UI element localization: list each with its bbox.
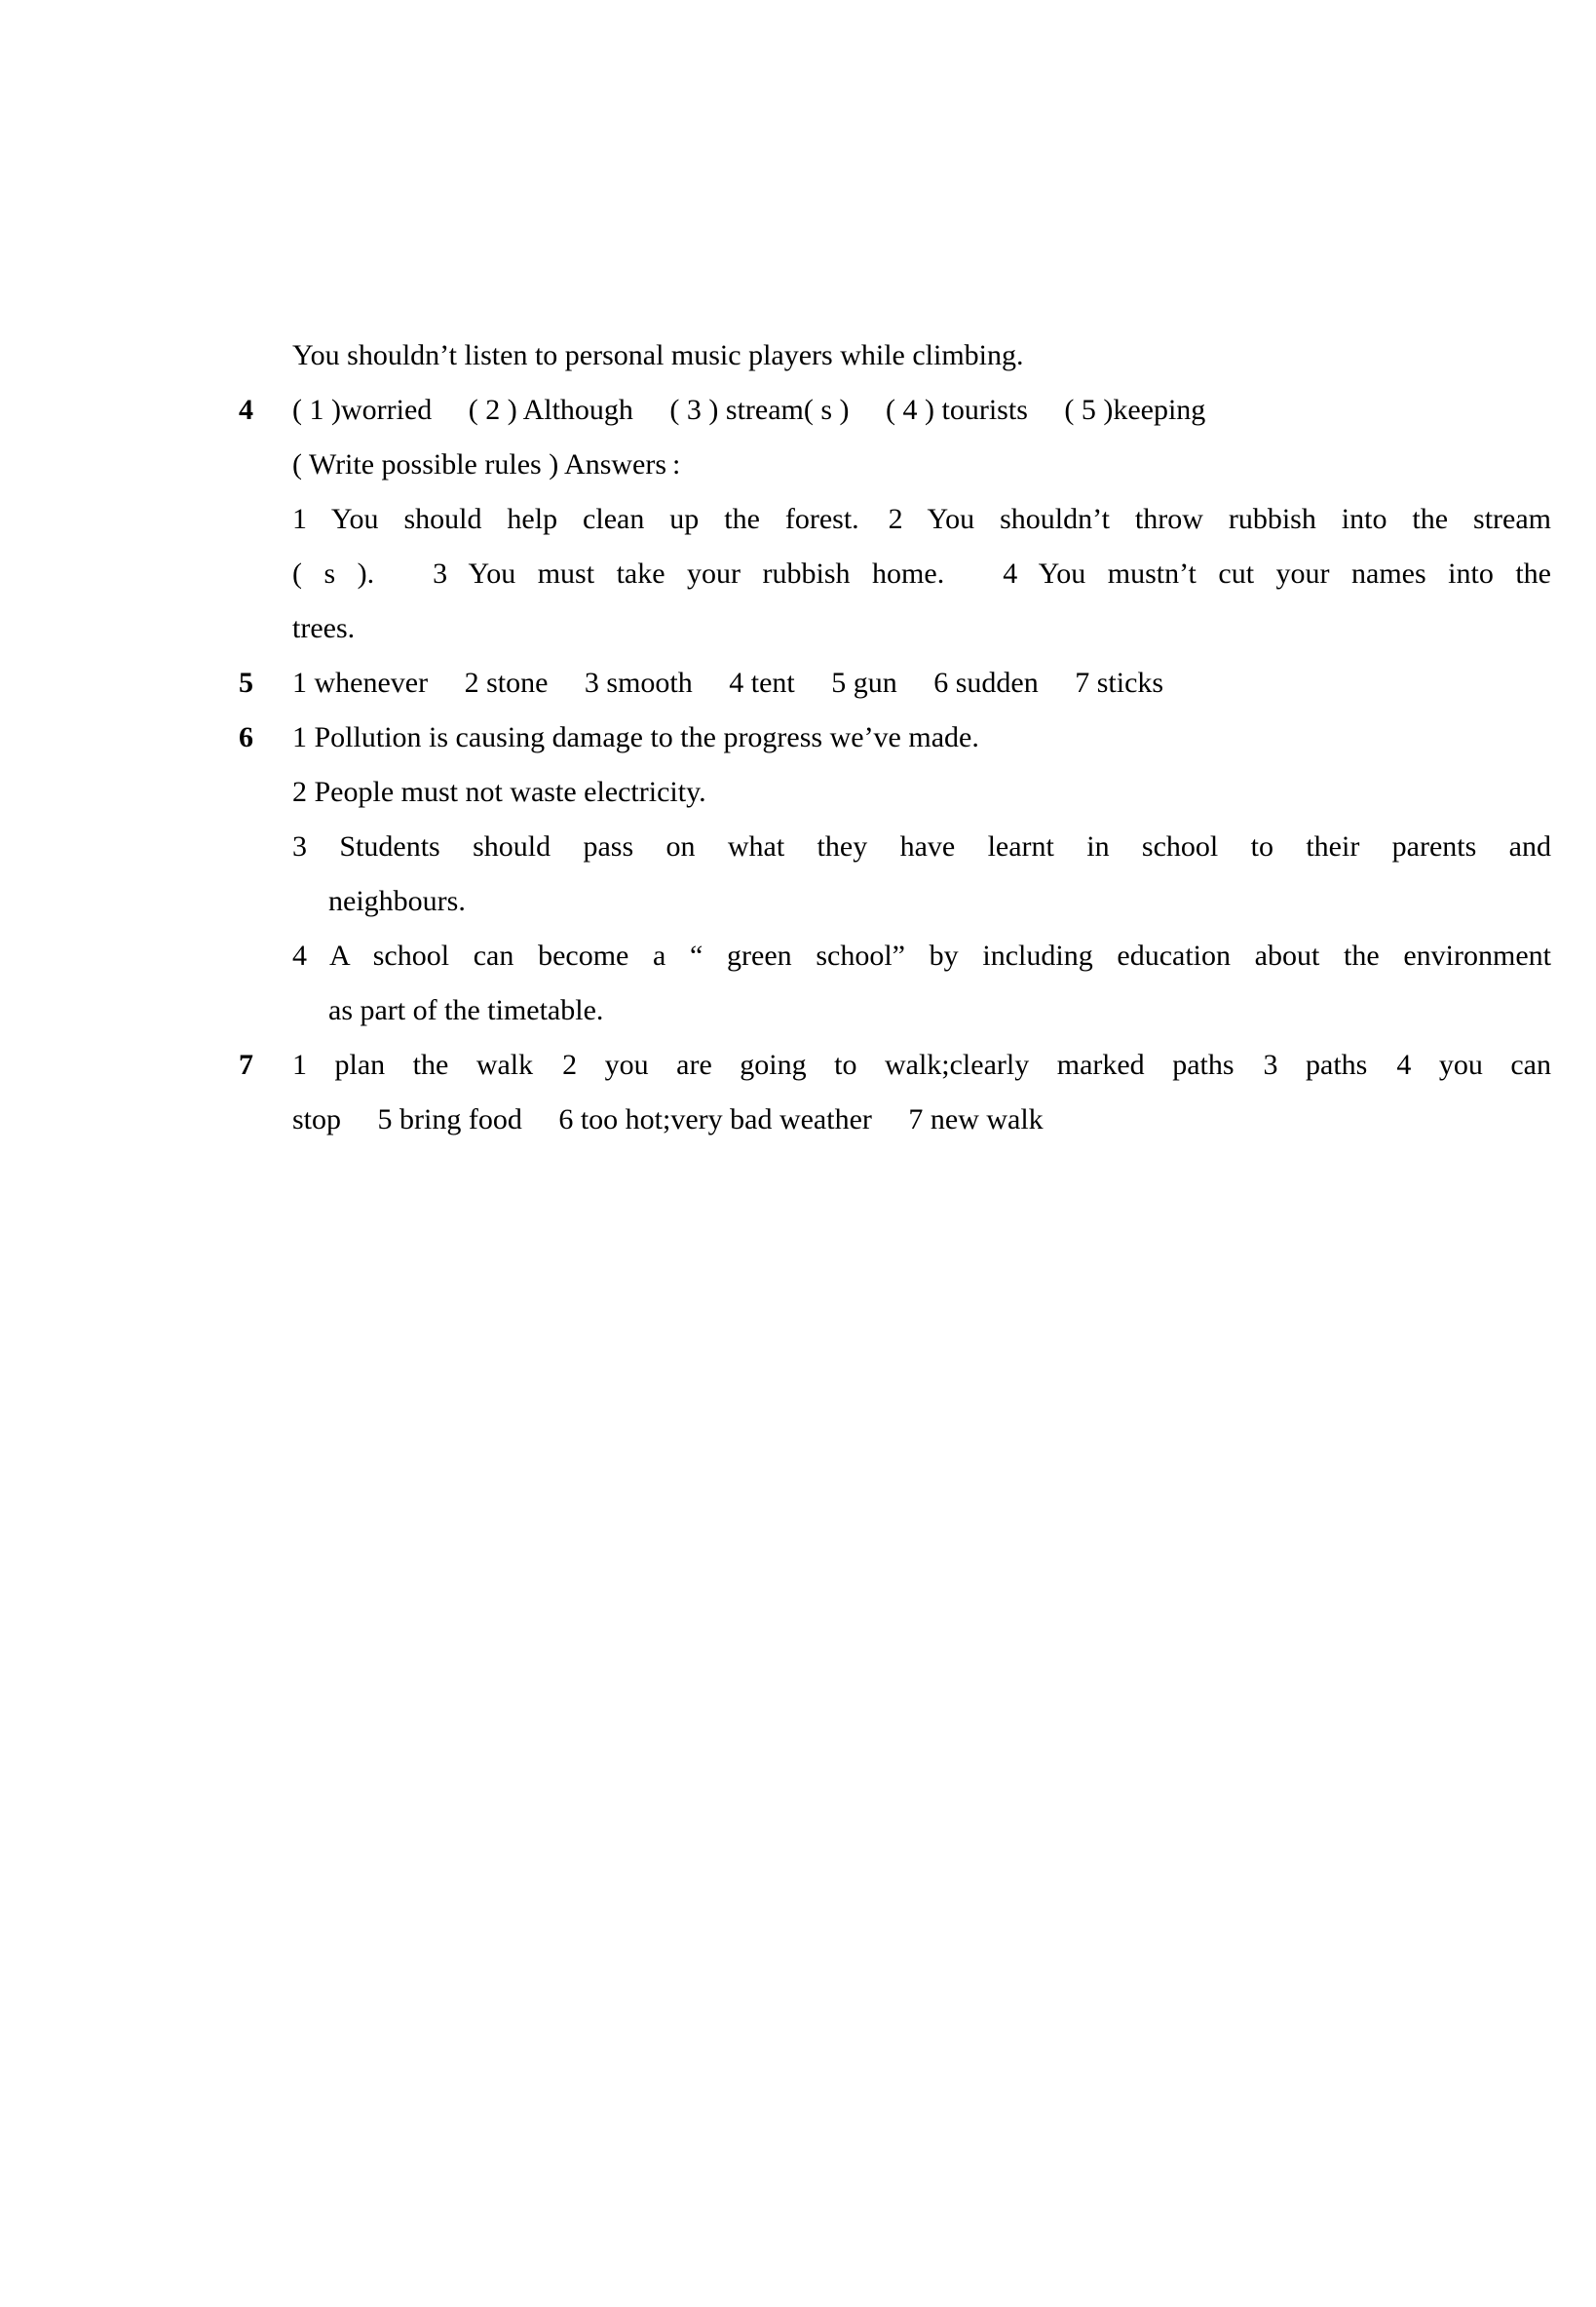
answer-row [239,765,1551,820]
answer-row [239,1038,1551,1093]
answer-row [239,547,1551,601]
answer-text: 1 You should help clean up the forest. 2 You shouldn’t throw rubbish into the stream [292,503,1551,535]
answer-text: You shouldn’t listen to personal music players while climbing. [292,339,1024,371]
answer-text: 1 plan the walk 2 you are going to walk;clearly marked paths 3 paths 4 you can [292,1049,1551,1081]
exercise-number: 4 [239,394,253,426]
answer-text: neighbours. [328,885,466,917]
answer-text: ( s ). 3 You must take your rubbish home. 4 You mustn’t cut your names into the [292,558,1551,590]
answer-row [239,383,1551,438]
exercise-number: 5 [239,667,253,699]
answer-row [239,820,1551,874]
answer-row [239,929,1551,983]
answer-row [239,983,1551,1038]
answer-row [239,656,1551,711]
answer-text: ( Write possible rules ) Answers : [292,448,681,481]
answer-text: trees. [292,612,356,644]
answer-text: 1 Pollution is causing damage to the progress we’ve made. [292,721,979,753]
exercise-number: 6 [239,721,253,753]
answer-text: as part of the timetable. [328,994,604,1026]
answer-row [239,711,1551,765]
answer-row [239,874,1551,929]
answer-row [239,328,1551,383]
answer-text: 2 People must not waste electricity. [292,776,706,808]
answer-text: 3 Students should pass on what they have learnt in school to their parents and [292,830,1551,863]
answer-row [239,1093,1551,1147]
exercise-number: 7 [239,1049,253,1081]
answer-text: ( 1 )worried ( 2 ) Although ( 3 ) stream( s ) ( 4 ) tourists ( 5 )keeping [292,394,1206,426]
answer-row [239,438,1551,492]
answer-text: 4 A school can become a “ green school” by including education about the environment [292,940,1551,972]
answer-row [239,601,1551,656]
answer-text: stop 5 bring food 6 too hot;very bad weather 7 new walk [292,1103,1044,1135]
answer-row [239,492,1551,547]
answer-text: 1 whenever 2 stone 3 smooth 4 tent 5 gun 6 sudden 7 sticks [292,667,1164,699]
answers-block [239,328,1551,1147]
